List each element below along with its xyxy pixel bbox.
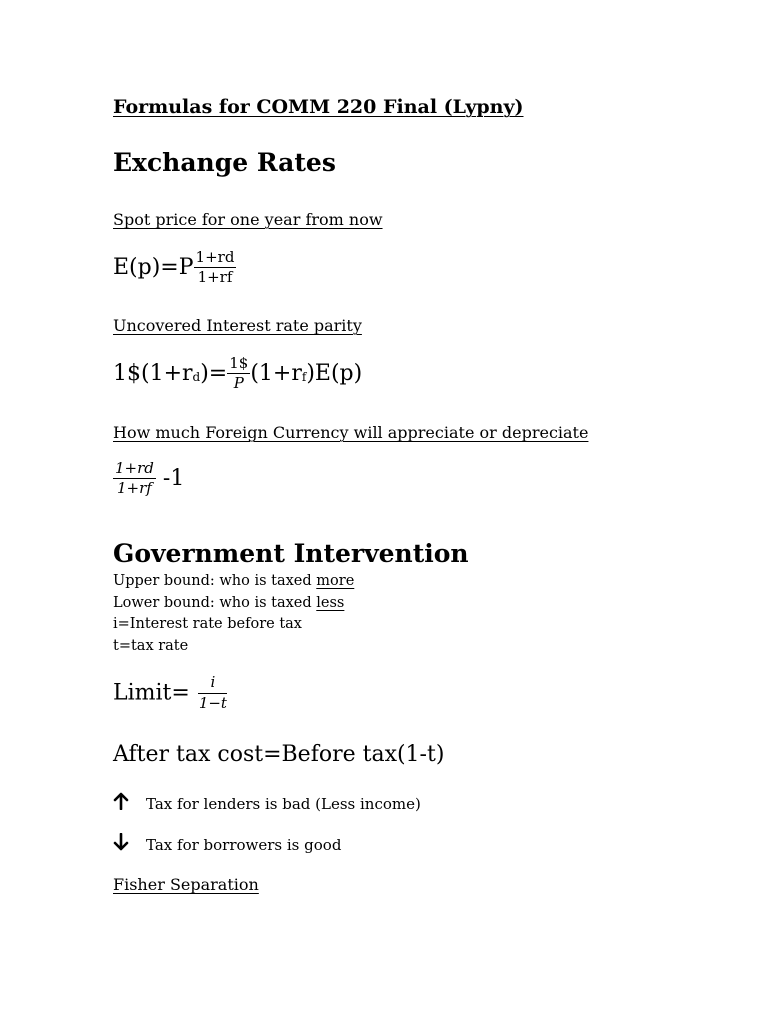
label-uncovered-interest-parity: Uncovered Interest rate parity — [113, 316, 362, 335]
fraction-numerator: 1$ — [229, 354, 249, 372]
fraction-numerator: i — [198, 675, 227, 694]
upper-bound-text: Upper bound: who is taxed — [113, 573, 317, 589]
fraction-uip — [227, 356, 250, 392]
arrow-up-icon — [113, 792, 146, 815]
arrow-up-icon-svg — [113, 792, 129, 810]
fraction-denominator: 1+rf — [117, 478, 152, 497]
interest-rate-definition: i=Interest rate before tax — [113, 616, 302, 632]
label-spot-price: Spot price for one year from now — [113, 210, 383, 229]
lenders-text: Tax for lenders is bad (Less income) — [146, 794, 421, 813]
arrow-down-icon-svg — [113, 833, 129, 851]
lower-bound-emphasis: less — [316, 594, 345, 611]
fraction-numerator: 1+rd — [195, 248, 235, 266]
fraction-spot — [194, 250, 237, 286]
formula-uip-lhs-b: )= — [200, 360, 228, 386]
lower-bound-text: Lower bound: who is taxed — [113, 594, 317, 611]
formula-uip-lhs-a: 1$(1+r — [113, 360, 193, 386]
formula-interest-parity — [113, 356, 362, 392]
heading-government-intervention: Government Intervention — [113, 539, 469, 568]
lower-bound-line — [113, 593, 354, 615]
tax-rate-definition: t=tax rate — [113, 637, 189, 654]
formula-uip-rhs-b: )E(p) — [306, 360, 363, 386]
subscript-f: f — [301, 369, 307, 384]
fraction-appreciation — [113, 461, 156, 497]
lenders-row — [113, 792, 421, 815]
fraction-limit — [197, 675, 229, 712]
definitions-block — [113, 571, 354, 657]
formula-uip-rhs-a: (1+r — [250, 360, 302, 386]
upper-bound-emphasis: more — [316, 573, 355, 589]
fraction-denominator: P — [233, 373, 244, 392]
subscript-d: d — [192, 369, 201, 384]
formula-spot-price — [113, 250, 236, 286]
heading-exchange-rates: Exchange Rates — [113, 148, 336, 177]
label-currency-appreciation: How much Foreign Currency will appreciate or depreciate — [113, 423, 589, 442]
fraction-denominator: 1−t — [198, 693, 227, 712]
borrowers-text: Tax for borrowers is good — [146, 835, 342, 854]
label-fisher-separation: Fisher Separation — [113, 875, 259, 894]
fraction-denominator: 1+rf — [197, 267, 233, 286]
fraction-numerator: 1+rd — [115, 459, 154, 477]
document-title: Formulas for COMM 220 Final (Lypny) — [113, 96, 524, 118]
formula-appreciation-tail: -1 — [162, 465, 185, 491]
formula-limit — [113, 675, 229, 712]
upper-bound-line — [113, 571, 354, 593]
formula-limit-lhs: Limit= — [113, 680, 197, 706]
formula-spot-lhs: E(p)=P — [113, 254, 194, 280]
formula-appreciation — [113, 461, 184, 497]
borrowers-row — [113, 833, 341, 856]
after-tax-cost-formula: After tax cost=Before tax(1-t) — [113, 742, 445, 767]
arrow-down-icon — [113, 833, 146, 856]
